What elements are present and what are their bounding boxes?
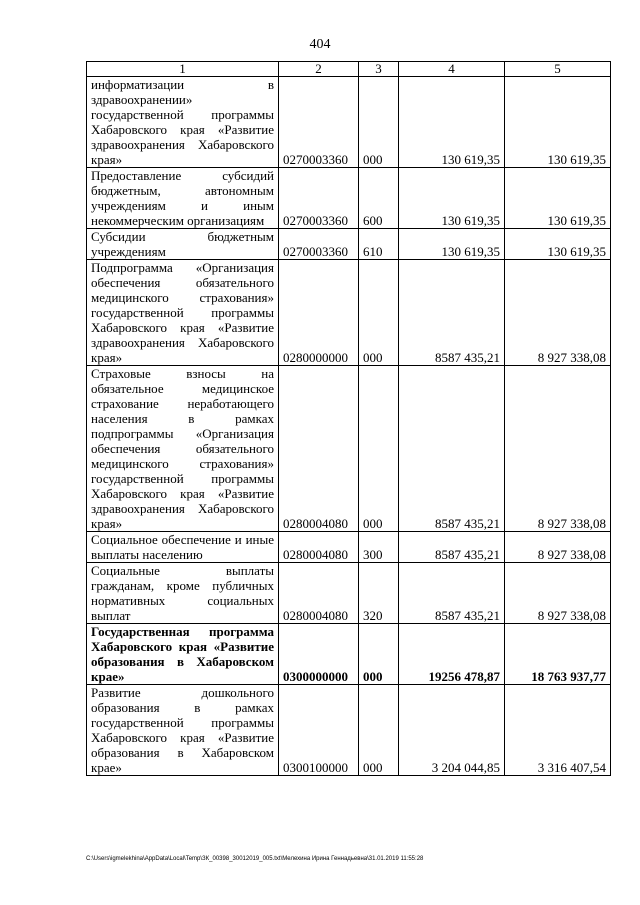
row-value-2020-cell: 3 316 407,54 <box>505 685 611 776</box>
row-type-cell: 600 <box>359 168 399 229</box>
table-row <box>87 168 611 229</box>
row-value-2019-cell: 8587 435,21 <box>399 563 505 624</box>
row-name-cell: Субсидии бюджетным учреждениям <box>87 229 279 260</box>
table-row <box>87 229 611 260</box>
row-code-cell: 0280004080 <box>279 532 359 563</box>
row-value-2019-cell: 8587 435,21 <box>399 260 505 366</box>
row-type-cell: 610 <box>359 229 399 260</box>
row-type-cell: 000 <box>359 77 399 168</box>
row-type-cell: 320 <box>359 563 399 624</box>
header-col-4: 4 <box>399 62 505 77</box>
row-name-cell: Развитие дошкольного образования в рамках государственной программы Хабаровского края «Развитие образования в Хабаровском крае» <box>87 685 279 776</box>
row-type-cell: 300 <box>359 532 399 563</box>
table-row <box>87 260 611 366</box>
row-value-2020-cell: 8 927 338,08 <box>505 366 611 532</box>
header-col-3: 3 <box>359 62 399 77</box>
row-value-2020-cell: 8 927 338,08 <box>505 563 611 624</box>
row-value-2020-cell: 130 619,35 <box>505 77 611 168</box>
table-row <box>87 685 611 776</box>
page-number: 404 <box>309 37 331 52</box>
row-value-2020-cell: 130 619,35 <box>505 229 611 260</box>
row-code-cell: 0270003360 <box>279 77 359 168</box>
row-type-cell: 000 <box>359 260 399 366</box>
row-value-2020-cell: 18 763 937,77 <box>505 624 611 685</box>
table-row <box>87 624 611 685</box>
table-row <box>87 563 611 624</box>
row-code-cell: 0280004080 <box>279 563 359 624</box>
row-name-cell: Государственная программа Хабаровского края «Развитие образования в Хабаровском крае» <box>87 624 279 685</box>
row-type-cell: 000 <box>359 366 399 532</box>
table-row <box>87 366 611 532</box>
row-code-cell: 0280000000 <box>279 260 359 366</box>
row-code-cell: 0270003360 <box>279 229 359 260</box>
row-value-2019-cell: 130 619,35 <box>399 168 505 229</box>
row-code-cell: 0270003360 <box>279 168 359 229</box>
row-value-2019-cell: 8587 435,21 <box>399 366 505 532</box>
row-name-cell: Социальные выплаты гражданам, кроме публичных нормативных социальных выплат <box>87 563 279 624</box>
row-name-cell: информатизации в здравоохранении» государственной программы Хабаровского края «Развитие здравоохранения Хабаровского края» <box>87 77 279 168</box>
header-col-5: 5 <box>505 62 611 77</box>
row-code-cell: 0300000000 <box>279 624 359 685</box>
row-name-cell: Предоставление субсидий бюджетным, автономным учреждениям и иным некоммерческим организациям <box>87 168 279 229</box>
header-col-1: 1 <box>87 62 279 77</box>
table-header-row <box>87 62 611 77</box>
row-value-2019-cell: 19256 478,87 <box>399 624 505 685</box>
row-value-2019-cell: 8587 435,21 <box>399 532 505 563</box>
table-row <box>87 77 611 168</box>
budget-table <box>86 61 611 776</box>
header-col-2: 2 <box>279 62 359 77</box>
row-value-2019-cell: 130 619,35 <box>399 229 505 260</box>
row-code-cell: 0280004080 <box>279 366 359 532</box>
row-value-2020-cell: 8 927 338,08 <box>505 260 611 366</box>
table-row <box>87 532 611 563</box>
row-name-cell: Подпрограмма «Организация обеспечения обязательного медицинского страхования» государственной программы Хабаровского края «Развитие здравоохранения Хабаровского края» <box>87 260 279 366</box>
row-name-cell: Страховые взносы на обязательное медицинское страхование неработающего населения в рамках подпрограммы «Организация обеспечения обязательного медицинского страхования» государственной программы Хабаровского края «Развитие здравоохранения Хабаровского края» <box>87 366 279 532</box>
row-value-2020-cell: 130 619,35 <box>505 168 611 229</box>
file-path-footer: C:\Users\igmelekhina\AppData\Local\Temp\ЗК_00398_30012019_005.txt\Мелехина Ирина Геннадьевна\31.01.2019 11:55:28 <box>86 856 424 862</box>
row-value-2019-cell: 3 204 044,85 <box>399 685 505 776</box>
row-type-cell: 000 <box>359 685 399 776</box>
row-value-2019-cell: 130 619,35 <box>399 77 505 168</box>
row-name-cell: Социальное обеспечение и иные выплаты населению <box>87 532 279 563</box>
row-type-cell: 000 <box>359 624 399 685</box>
row-value-2020-cell: 8 927 338,08 <box>505 532 611 563</box>
row-code-cell: 0300100000 <box>279 685 359 776</box>
